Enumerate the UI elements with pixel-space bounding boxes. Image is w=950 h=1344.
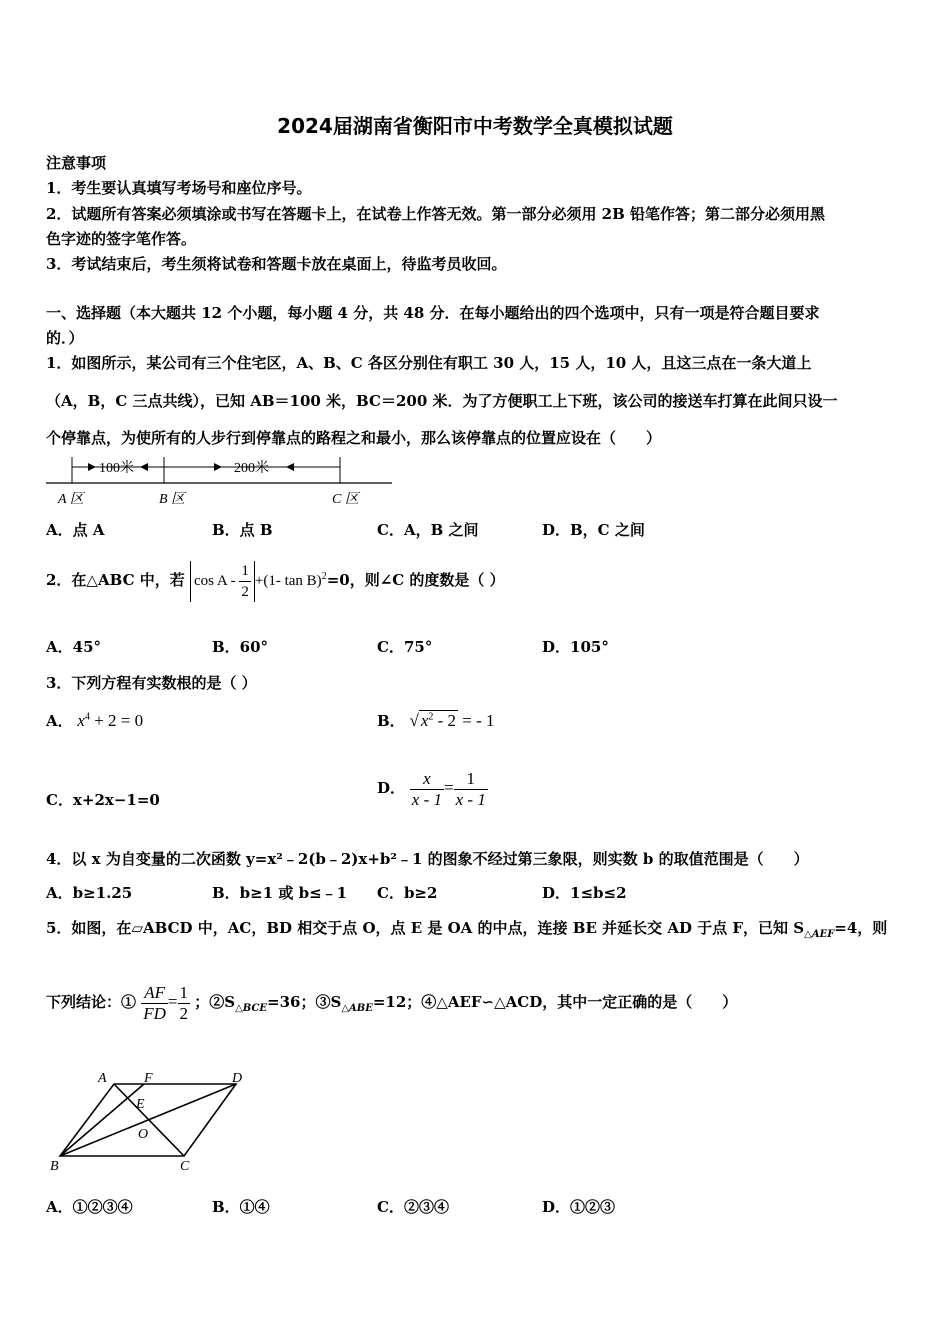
q5-label-o: O xyxy=(138,1127,149,1142)
q2-option-d: D．105° xyxy=(542,638,609,656)
q5-label-c: C xyxy=(180,1159,190,1174)
q1-stem: （A，B，C 三点共线），已知 AB＝100 米，BC＝200 米．为了方便职工上下班，该公司的接送车打算在此间只设一 xyxy=(46,392,838,410)
page-title: 2024届湖南省衡阳市中考数学全真模拟试题 xyxy=(277,114,673,138)
q5-label-b: B xyxy=(50,1159,59,1174)
q1-label-ab: 100米 xyxy=(99,461,134,476)
notice-item: 色字迹的签字笔作答。 xyxy=(46,230,197,248)
q2-abs-expr: cos A - $\frac{1}{2}$ xyxy=(190,561,255,602)
q2-suffix: =0，则∠C 的度数是（ ） xyxy=(326,571,505,589)
q1-label-a: A 区 xyxy=(58,492,84,507)
q1-option-c: C．A，B 之间 xyxy=(377,521,479,539)
q3-option-a: A． $x^4 + 2 = 0$ xyxy=(46,711,144,730)
q1-label-b: B 区 xyxy=(159,492,186,507)
q2-option-b: B．60° xyxy=(212,638,269,656)
q5-conclusions: 下列结论：① $\frac{AF}{FD}$ = $\frac{1}{2}$ ；$②S_{\triangle BCE}=36$；$③S_{\triangle ABE}=12$；④△AEF∽△ACD，其中一定正确的是（ ） xyxy=(46,982,738,1023)
q1-figure xyxy=(44,453,394,513)
q4-option-b: B．b≥1 或 b≤﹣1 xyxy=(212,884,348,902)
notice-heading: 注意事项 xyxy=(46,154,107,172)
q1-label-bc: 200米 xyxy=(234,461,269,476)
q5-figure xyxy=(46,1066,256,1176)
q1-stem: 1．如图所示，某公司有三个住宅区，A、B、C 各区分别住有职工 30 人，15 人，10 人，且这三点在一条大道上 xyxy=(46,354,812,372)
q5-label-a: A xyxy=(98,1071,107,1086)
q5-option-b: B．①④ xyxy=(212,1198,270,1216)
q5-stem: 5．如图，在▱ABCD 中，AC，BD 相交于点 O，点 E 是 OA 的中点，连接 BE 并延长交 AD 于点 F，已知 $S_{\triangle AEF}=4$，则 xyxy=(46,919,888,940)
q3-option-c: C．x+2x−1=0 xyxy=(46,791,160,809)
q5-label-f: F xyxy=(144,1071,153,1086)
q5-label-d: D xyxy=(232,1071,243,1086)
q1-option-a: A．点 A xyxy=(46,521,105,539)
q2-tan-expr: (1- tan B) xyxy=(263,573,322,589)
q5-option-c: C．②③④ xyxy=(377,1198,449,1216)
q2-prefix: 2．在△ABC 中，若 xyxy=(46,571,185,589)
q3-option-d: D． $\frac{x}{x - 1}$ = $\frac{1}{x - 1}$ xyxy=(377,768,486,809)
q4-option-a: A．b≥1.25 xyxy=(46,884,133,902)
q2-option-c: C．75° xyxy=(377,638,433,656)
q3-stem: 3．下列方程有实数根的是（ ） xyxy=(46,674,257,692)
q5-label-e: E xyxy=(136,1097,145,1112)
notice-item: 1．考生要认真填写考场号和座位序号。 xyxy=(46,179,312,197)
q4-option-c: C．b≥2 xyxy=(377,884,438,902)
q1-option-b: B．点 B xyxy=(212,521,273,539)
q1-label-c: C 区 xyxy=(332,492,359,507)
q5-option-a: A．①②③④ xyxy=(46,1198,133,1216)
q5-option-d: D．①②③ xyxy=(542,1198,616,1216)
q3-option-b: B． √ $x^2 - 2$ = - 1 xyxy=(377,711,495,730)
notice-item: 3．考试结束后，考生须将试卷和答题卡放在桌面上，待监考员收回。 xyxy=(46,255,507,273)
section-heading: 一、选择题（本大题共 12 个小题，每小题 4 分，共 48 分．在每小题给出的四个选项中，只有一项是符合题目要求 xyxy=(46,304,820,322)
q1-stem: 个停靠点，为使所有的人步行到停靠点的路程之和最小，那么该停靠点的位置应设在（ ） xyxy=(46,429,662,447)
q1-option-d: D．B，C 之间 xyxy=(542,521,645,539)
q4-option-d: D．1≤b≤2 xyxy=(542,884,627,902)
q2-option-a: A．45° xyxy=(46,638,102,656)
q2-stem: 2．在△ABC 中，若 cos A - $\frac{1}{2}$ +(1- tan B)$^2$=0，则∠C 的度数是（ ） xyxy=(46,562,505,600)
q4-stem: 4．以 x 为自变量的二次函数 y=x²﹣2(b﹣2)x+b²﹣1 的图象不经过第三象限，则实数 b 的取值范围是（ ） xyxy=(46,850,809,868)
notice-item: 2．试题所有答案必须填涂或书写在答题卡上，在试卷上作答无效。第一部分必须用 2B 铅笔作答；第二部分必须用黑 xyxy=(46,205,826,223)
section-heading-cont: 的．） xyxy=(46,329,84,347)
